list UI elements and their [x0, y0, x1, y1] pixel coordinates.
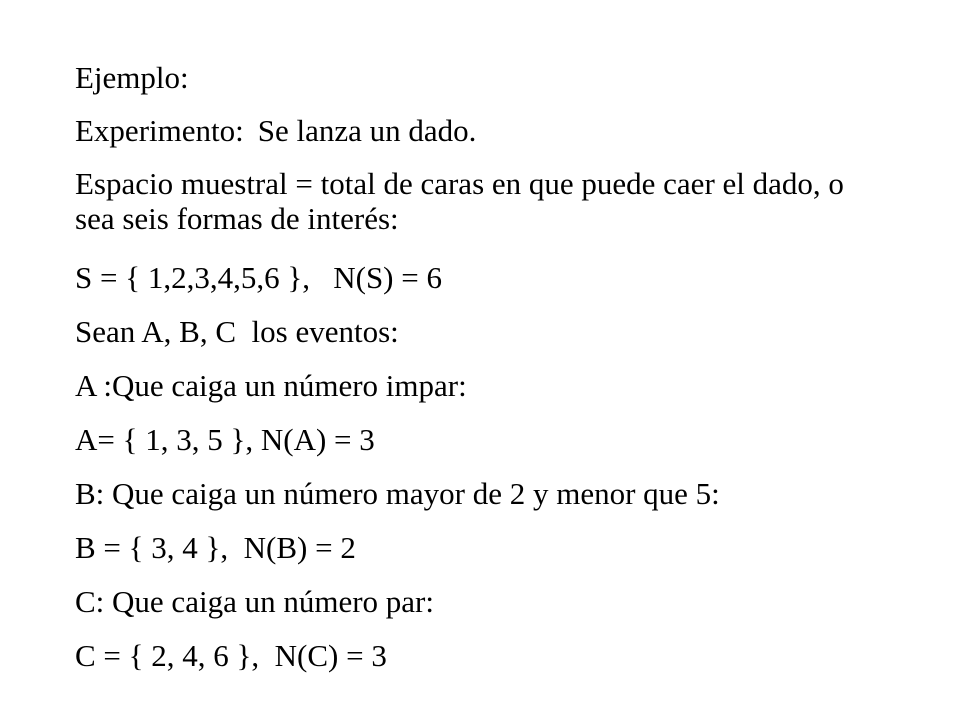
events-intro: Sean A, B, C los eventos: — [75, 314, 399, 349]
event-b-set: B = { 3, 4 }, N(B) = 2 — [75, 530, 356, 565]
heading-example: Ejemplo: — [75, 60, 189, 95]
experiment-text: Se lanza un dado. — [257, 113, 477, 148]
event-a-description: A :Que caiga un número impar: — [75, 368, 467, 403]
experiment-label: Experimento: — [75, 113, 244, 148]
event-b-description: B: Que caiga un número mayor de 2 y menor que 5: — [75, 476, 720, 511]
event-a-set: A= { 1, 3, 5 }, N(A) = 3 — [75, 422, 375, 457]
sample-space-description: Espacio muestral = total de caras en que puede caer el dado, o sea seis formas de interés: — [75, 166, 844, 236]
event-c-set: C = { 2, 4, 6 }, N(C) = 3 — [75, 638, 387, 673]
experiment-line — [75, 113, 476, 148]
event-c-description: C: Que caiga un número par: — [75, 584, 434, 619]
sample-space-set: S = { 1,2,3,4,5,6 }, N(S) = 6 — [75, 260, 442, 295]
